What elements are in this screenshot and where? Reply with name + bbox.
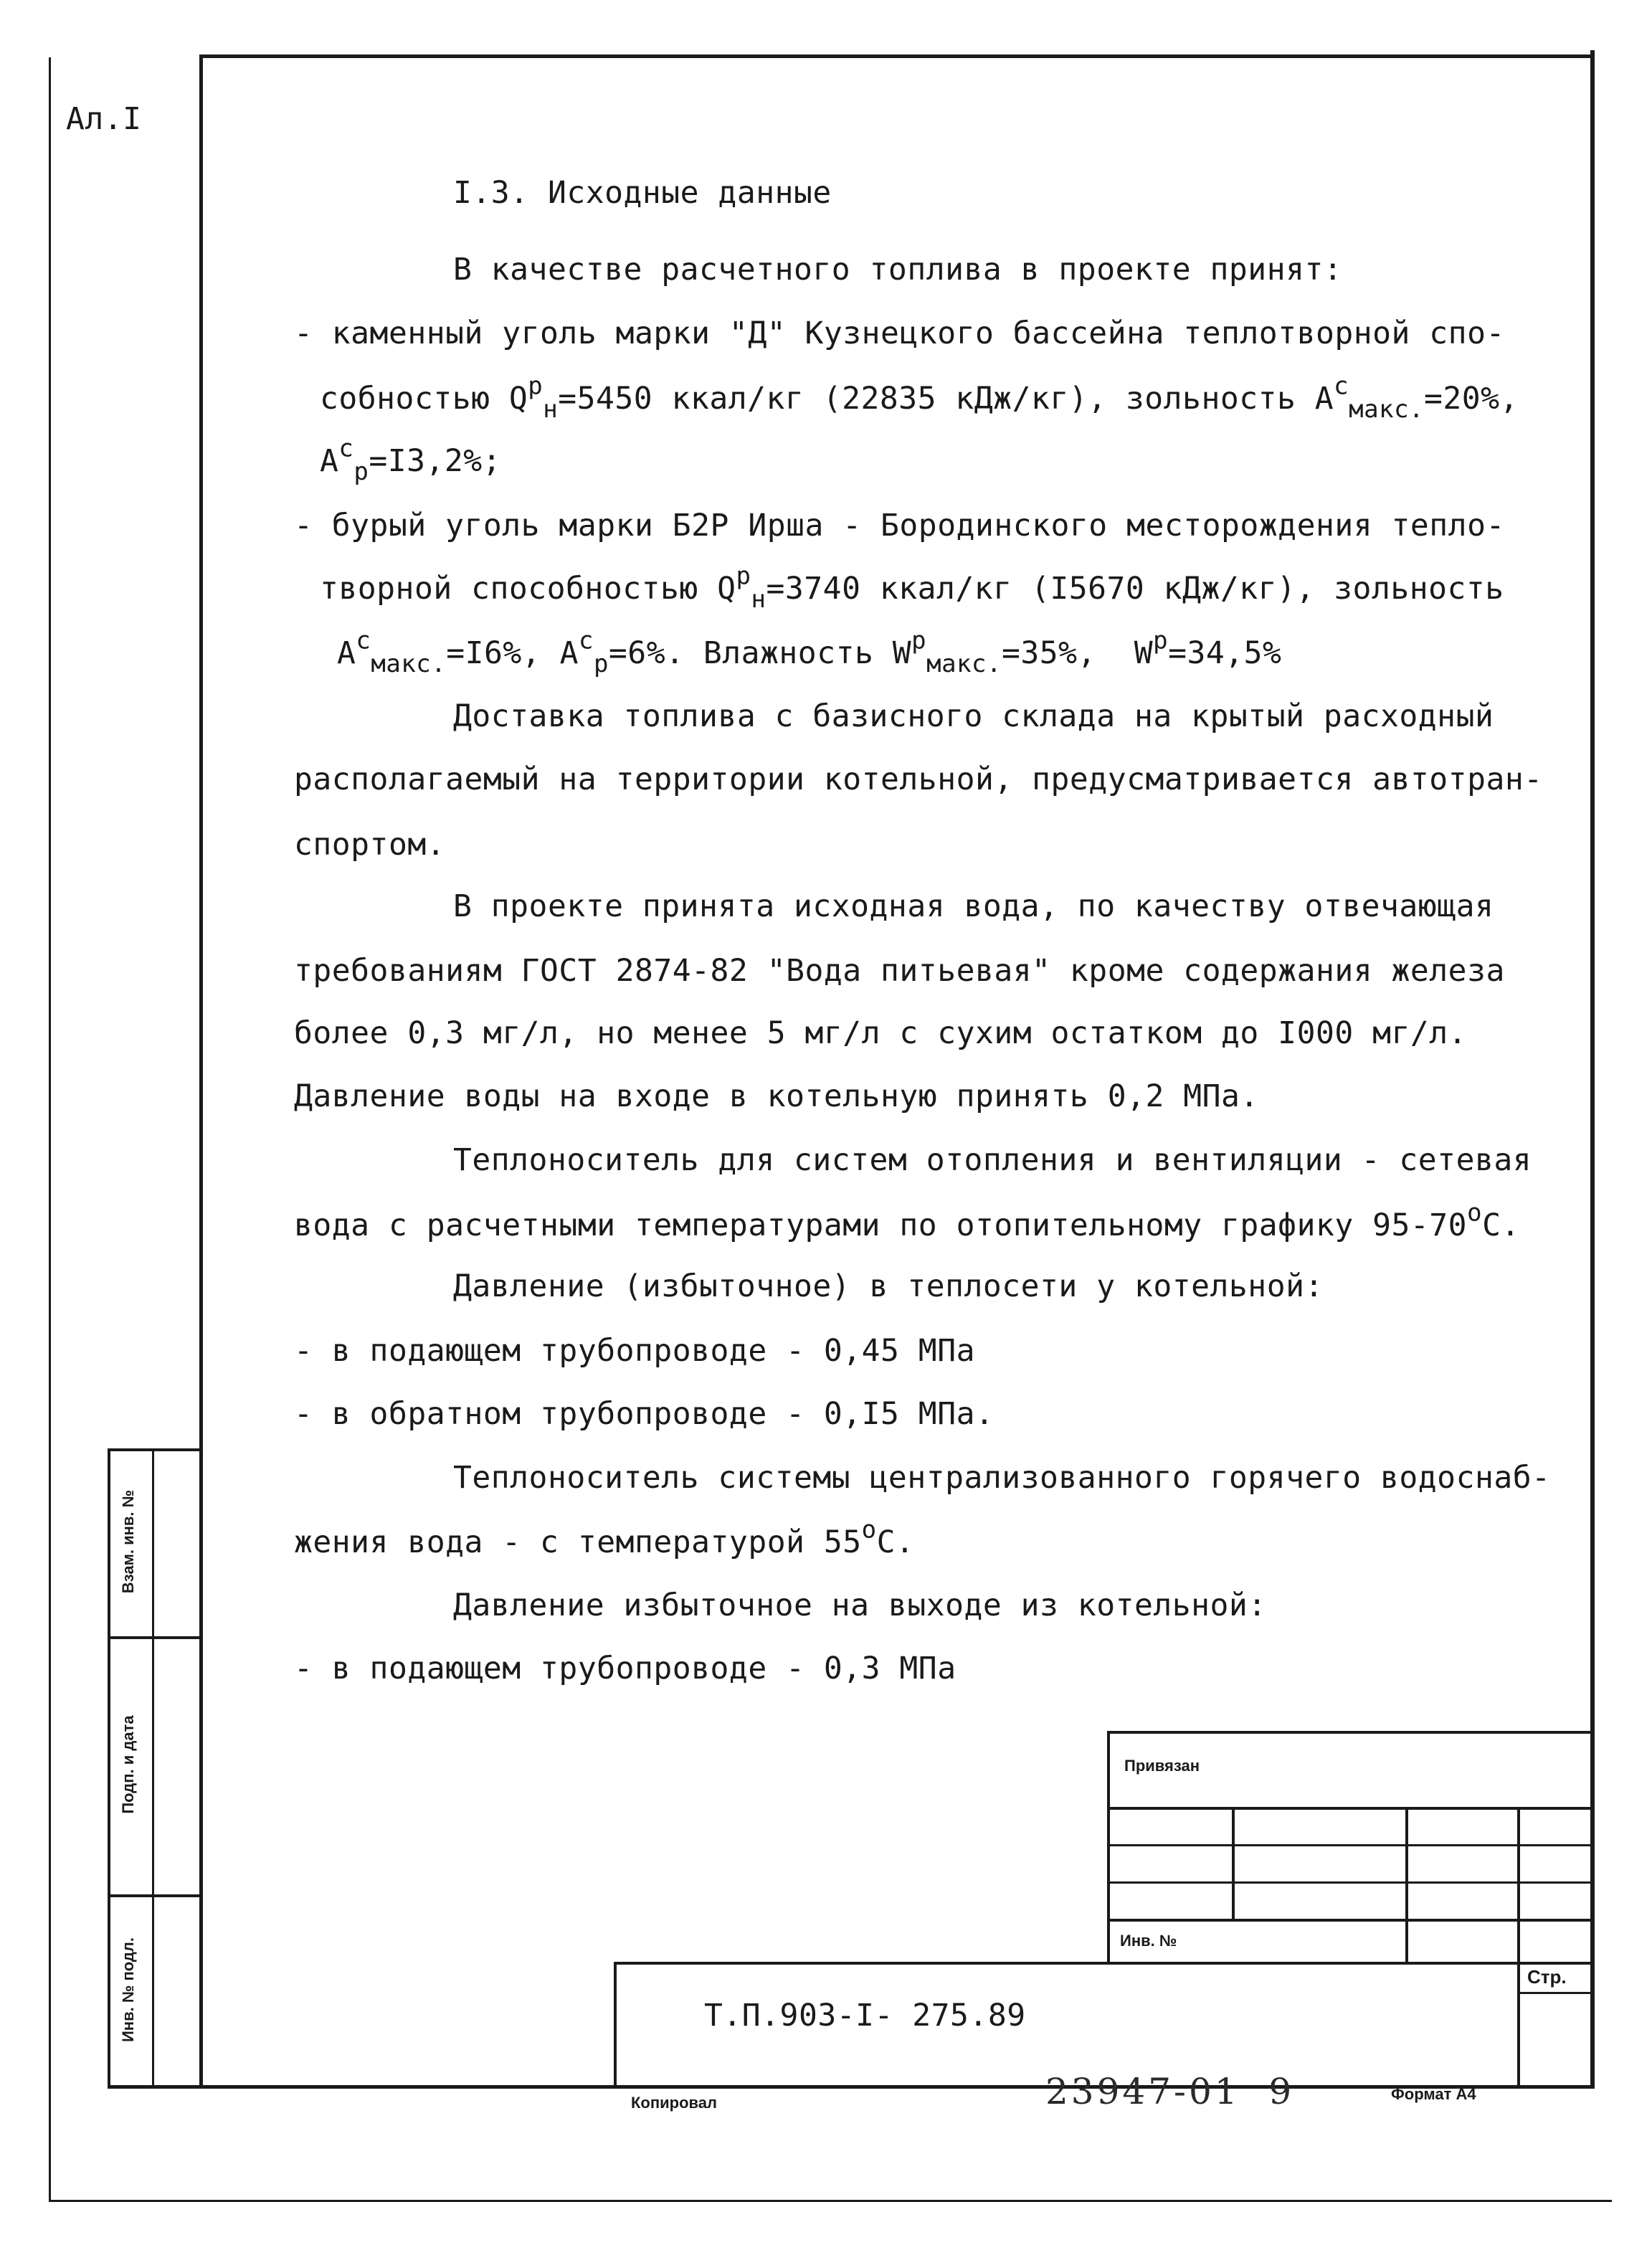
side-stamp-left: [108, 1448, 110, 2088]
stamp-privyazan: Привязан: [1124, 1757, 1200, 1775]
heat-line2: вода с расчетными температурами по отопительному графику $95-70^оC$.: [294, 1198, 1520, 1243]
pressure-return: - в обратном трубопроводе - 0,I5 МПа.: [294, 1396, 994, 1432]
coal1-line3: $A^с_р=I3,2\%$;: [320, 434, 502, 486]
frame-top: [201, 54, 1595, 58]
water-line3: более 0,3 мг/л, но менее 5 мг/л с сухим остатком до I000 мг/л.: [294, 1015, 1468, 1051]
side-stamp-inv-podl: Инв. № подл.: [119, 1937, 137, 2042]
outlet-pressure-intro: Давление избыточное на выходе из котельной:: [453, 1587, 1267, 1623]
side-stamp-podp: Подп. и дата: [119, 1715, 137, 1814]
water-line4: Давление воды на входе в котельную принять 0,2 МПа.: [294, 1078, 1259, 1114]
handwritten-number: 23947-01 9: [1045, 2071, 1295, 2112]
water-line1: В проекте принята исходная вода, по качеству отвечающая: [453, 888, 1494, 924]
coal2-line1: - бурый уголь марки Б2Р Ирша - Бородинского месторождения тепло-: [294, 508, 1505, 544]
stamp-row4: [1107, 1919, 1595, 1922]
stamp-row1: [1107, 1807, 1595, 1810]
pressure-supply: - в подающем трубопроводе - 0,45 МПа: [294, 1333, 975, 1369]
stamp-row2: [1107, 1844, 1595, 1846]
frame-bottom: [108, 2085, 1595, 2089]
coal1-line1: - каменный уголь марки "Д" Кузнецкого бассейна теплотворной спо-: [294, 315, 1505, 351]
frame-right: [1590, 50, 1595, 2088]
sheet-label: Ал.I: [66, 101, 142, 137]
stamp-copied: Копировал: [631, 2094, 718, 2112]
pressure-intro: Давление (избыточное) в теплосети у котельной:: [453, 1268, 1324, 1304]
stamp-col3: [1517, 1807, 1520, 2088]
coal2-line2: творной способностью $Q^р_н=3740$ ккал/кг (I5670 кДж/кг), зольность: [320, 561, 1504, 614]
hws-line2: жения вода - с температурой $55^оC$.: [294, 1515, 915, 1560]
delivery-line2: располагаемый на территории котельной, предусматривается автотран-: [294, 761, 1543, 797]
stamp-top: [1107, 1731, 1595, 1734]
coal2-line3: $A^с_{макс.}=I6\%$, $A^с_р=6\%$. Влажность $W^р_{макс.}=35\%$, $W^р=34,5\%$: [337, 626, 1282, 678]
delivery-line3: спортом.: [294, 827, 446, 863]
stamp-designation-top: [614, 1962, 1595, 1965]
heat-line1: Теплоноситель для систем отопления и вентиляции - сетевая: [453, 1142, 1532, 1178]
stamp-row3: [1107, 1881, 1595, 1884]
fuel-intro: В качестве расчетного топлива в проекте принят:: [453, 252, 1343, 288]
stamp-designation-left: [614, 1962, 617, 2088]
stamp-col1: [1232, 1807, 1235, 1920]
stamp-col2: [1405, 1807, 1408, 1963]
stamp-left: [1107, 1731, 1110, 1964]
stamp-designation: Т.П.903-I- 275.89: [704, 1998, 1026, 2033]
stamp-format: Формат А4: [1391, 2085, 1476, 2103]
frame-left: [199, 54, 203, 2088]
water-line2: требованиям ГОСТ 2874-82 "Вода питьевая" кроме содержания железа: [294, 953, 1505, 989]
coal1-line2: собностью $Q^р_н=5450$ ккал/кг (22835 кДж/кг), зольность $A^с_{макс.}=20\%$,: [320, 371, 1519, 424]
side-stamp-vzam: Взам. инв. №: [119, 1489, 137, 1594]
delivery-line1: Доставка топлива с базисного склада на крытый расходный: [453, 698, 1494, 734]
stamp-page-divider: [1517, 1992, 1595, 1994]
hws-line1: Теплоноситель системы централизованного горячего водоснаб-: [453, 1460, 1551, 1496]
side-stamp-divider: [152, 1448, 154, 2088]
section-heading: I.3. Исходные данные: [453, 175, 832, 211]
stamp-inv-no: Инв. №: [1120, 1932, 1177, 1950]
outlet-pressure-supply: - в подающем трубопроводе - 0,3 МПа: [294, 1651, 956, 1686]
bottom-outer-line: [49, 2200, 1612, 2202]
stamp-page-label: Стр.: [1527, 1966, 1567, 1988]
left-margin-line: [49, 57, 51, 2201]
